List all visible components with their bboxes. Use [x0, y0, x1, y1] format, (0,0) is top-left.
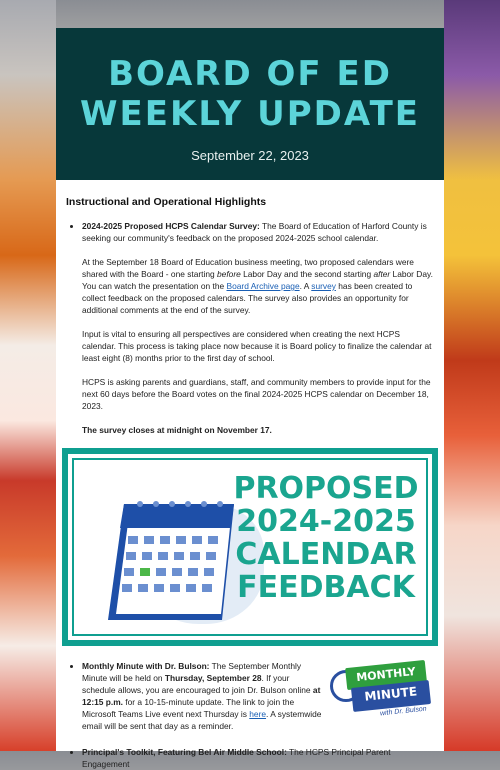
monthly-minute-lead: Monthly Minute with Dr. Bulson:: [82, 661, 210, 671]
list-item-principals-toolkit: [82, 746, 434, 770]
text-emphasis: after: [373, 269, 391, 279]
logo-line-3: with Dr. Bulson: [379, 705, 427, 718]
banner-line-4: FEEDBACK: [237, 570, 415, 605]
logo-line-2: MINUTE: [351, 680, 431, 712]
text-run: Labor Day. You can watch the presentation on the: [82, 269, 433, 291]
text-emphasis: before: [217, 269, 241, 279]
calendar-survey-paragraph-3: Input is vital to ensuring all perspectives are considered when creating the next HCPS calendar. This process is taking place now because it is Board policy to finalize the calendar at least eight (8) months prior to the first day of school.: [82, 329, 432, 363]
calendar-survey-paragraph-2: [82, 256, 434, 316]
toolkit-lead: Principal's Toolkit, Featuring Bel Air Middle School:: [82, 747, 287, 757]
calendar-illustration: [94, 498, 244, 628]
text-strong: Thursday, September 28: [164, 673, 262, 683]
text-run: The September Monthly Minute will be held on: [82, 661, 302, 683]
logo-line-1: MONTHLY: [345, 660, 427, 690]
newsletter-date: September 22, 2023: [191, 148, 309, 163]
banner-line-1: PROPOSED: [233, 471, 419, 506]
monthly-minute-text: [82, 660, 324, 732]
text-run: Labor Day and the second starting: [240, 269, 374, 279]
calendar-survey-intro: [82, 220, 434, 244]
newsletter-title: BOARD OF ED WEEKLY UPDATE: [80, 54, 420, 134]
teams-live-link[interactable]: here: [249, 709, 267, 719]
calendar-survey-closing: [82, 424, 434, 436]
survey-deadline: The survey closes at midnight on November 17.: [82, 425, 272, 435]
highlights-list: [66, 220, 434, 436]
text-strong: at 12:15 p.m.: [82, 685, 321, 707]
monthly-minute-block: [82, 660, 434, 732]
list-item-monthly-minute: [82, 660, 434, 732]
banner-headline: [226, 472, 426, 604]
text-run: . If your schedule allows, you are encouraged to join Dr. Bulson online: [82, 673, 313, 695]
calendar-survey-paragraph-4: HCPS is asking parents and guardians, staff, and community members to provide input for the next 60 days before the Board votes on the final 2024-2025 HCPS calendar on December 18, 2023.: [82, 377, 431, 411]
section-heading: Instructional and Operational Highlights: [66, 196, 267, 208]
survey-link[interactable]: survey: [311, 281, 336, 291]
text-run: has been created to collect feedback on the proposed calendars. The survey also provides an opportunity for additional comments at the end of the survey.: [82, 281, 413, 315]
newsletter-card: [56, 28, 444, 769]
highlights-list-continued: [66, 660, 434, 770]
banner-line-2: 2024-2025: [236, 504, 416, 539]
calendar-feedback-banner[interactable]: [62, 448, 438, 646]
toolkit-text: The HCPS Principal Parent Engagement: [82, 747, 391, 769]
newsletter-body-continued: [56, 660, 444, 770]
monthly-minute-logo: [330, 660, 434, 720]
calendar-icon: [94, 498, 244, 628]
calendar-survey-lead: 2024-2025 Proposed HCPS Calendar Survey:: [82, 221, 260, 231]
banner-line-3: CALENDAR: [235, 537, 417, 572]
board-archive-link[interactable]: Board Archive page: [226, 281, 300, 291]
background-spices-left: [0, 0, 56, 751]
text-run: . A: [299, 281, 312, 291]
text-run: . A systemwide email will be sent that day as a reminder.: [82, 709, 322, 731]
newsletter-header: [56, 28, 444, 180]
text-run: for a 10-15-minute update. The link to join the Microsoft Teams Live event next Thursday is: [82, 697, 295, 719]
list-item-calendar-survey: [82, 220, 434, 436]
calendar-survey-lead-text: The Board of Education of Harford County is seeking our community's feedback on the proposed 2024-2025 school calendar.: [82, 221, 427, 243]
newsletter-body: [56, 180, 444, 436]
background-spices-right: [444, 0, 500, 751]
text-run: At the September 18 Board of Education business meeting, two proposed calendars were shared with the Board - one starting: [82, 257, 414, 279]
